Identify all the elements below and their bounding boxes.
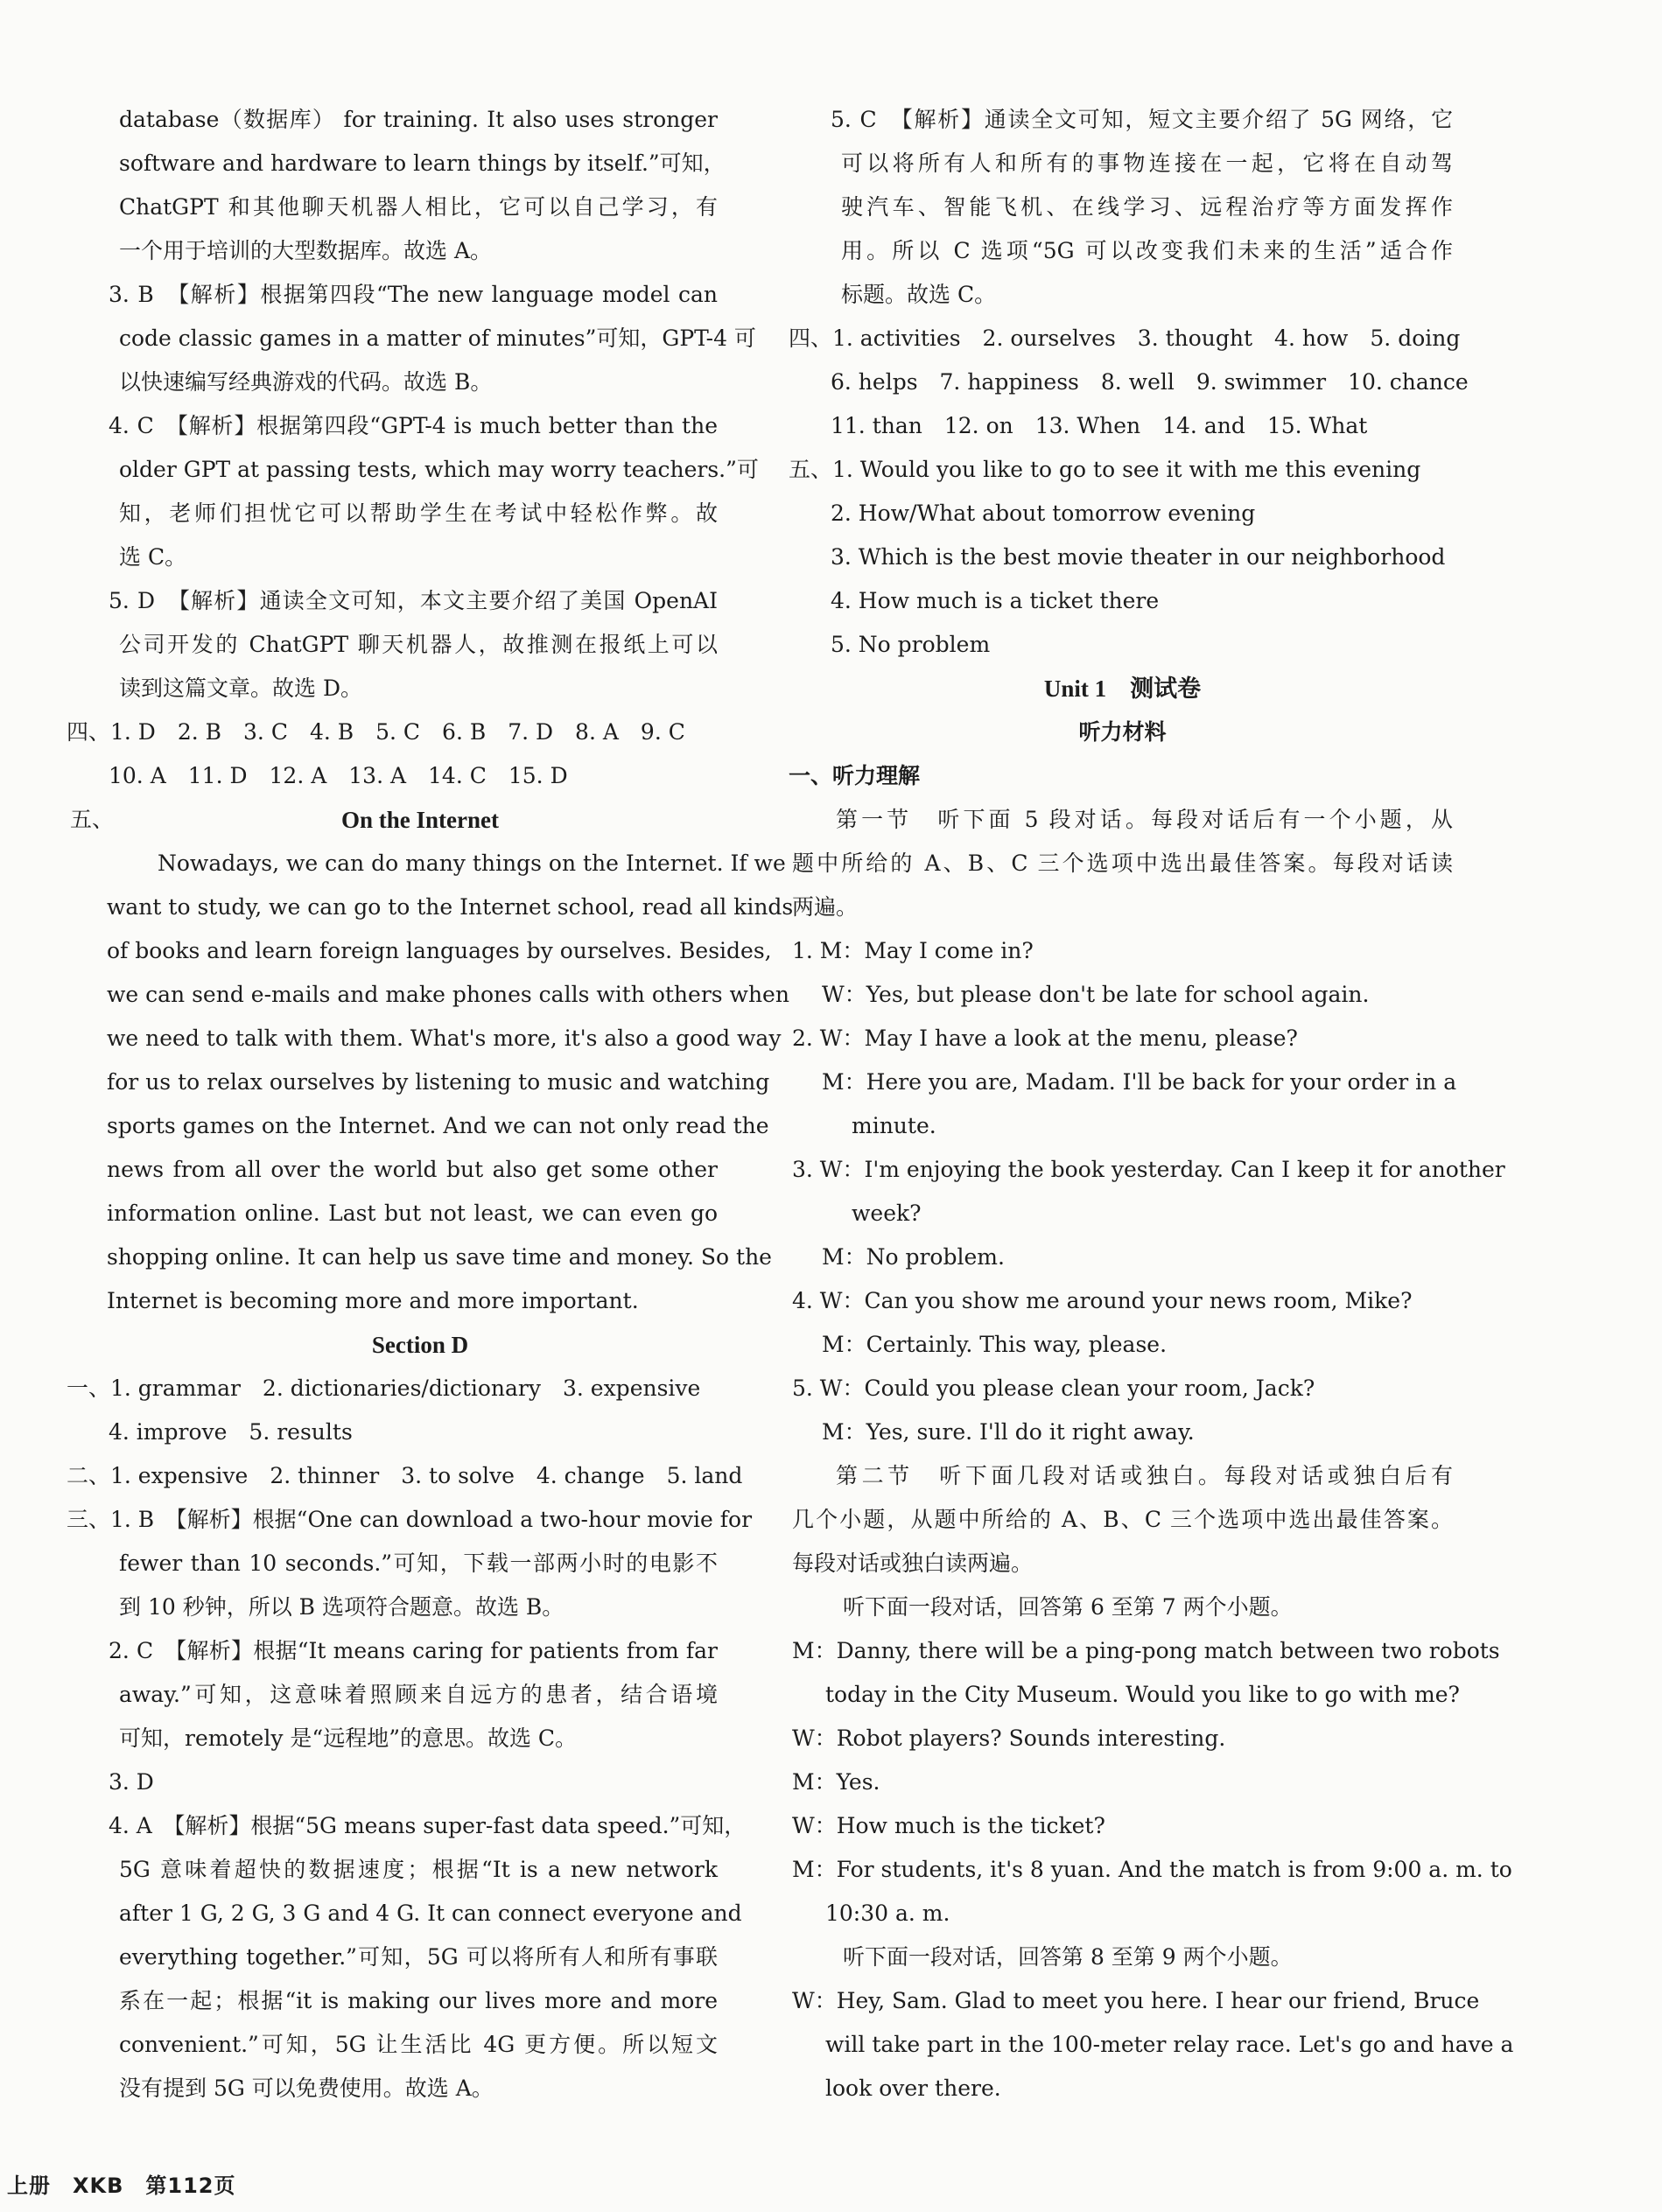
conversation-1-line: W：Yes, but please don't be late for school again.: [822, 982, 1370, 1007]
text-line: 可以将所有人和所有的事物连接在一起，它将在自动驾: [841, 150, 1453, 176]
section-4-answers-cont: 6. helps 7. happiness 8. well 9. swimmer 10. chance: [831, 369, 1469, 395]
right-column: [789, 98, 1514, 2110]
section-4-answers-cont: 10. A 11. D 12. A 13. A 14. C 15. D: [109, 763, 568, 788]
dialogue-note: 听下面一段对话，回答第 8 至第 9 两个小题。: [843, 1944, 1293, 1970]
conversation-5-line: 5. W：Could you please clean your room, Jack?: [792, 1376, 1315, 1401]
essay-line: of books and learn foreign languages by ourselves. Besides,: [107, 938, 772, 963]
conversation-2-line: M：Here you are, Madam. I'll be back for your order in a: [822, 1069, 1457, 1095]
d-section-3-answer-3: 3. D: [109, 1769, 154, 1795]
dialogue-line: M：Yes.: [792, 1769, 880, 1795]
dialogue-line: 10:30 a. m.: [825, 1900, 950, 1926]
dialogue-line: W：Hey, Sam. Glad to meet you here. I hear our friend, Bruce: [792, 1988, 1480, 2013]
essay-line: for us to relax ourselves by listening to music and watching: [107, 1069, 770, 1095]
section-1-instructions: 第一节 听下面 5 段对话。每段对话后有一个小题，从: [836, 807, 1453, 832]
section-5-answer-4: 4. How much is a ticket there: [831, 588, 1160, 613]
section-1-instructions-cont: 两遍。: [792, 894, 859, 920]
section-5-answer-5: 5. No problem: [831, 632, 991, 657]
text-line: 没有提到 5G 可以免费使用。故选 A。: [119, 2076, 494, 2101]
dialogue-line: today in the City Museum. Would you like to go with me?: [825, 1682, 1460, 1707]
listening-material-title: 听力材料: [1078, 719, 1167, 745]
text-line: convenient.”可知，5G 让生活比 4G 更方便。所以短文: [119, 2032, 718, 2057]
essay-title: On the Internet: [341, 807, 499, 833]
answer-3-explanation: 3. B 【解析】根据第四段“The new language model can: [109, 282, 718, 307]
essay-line: information online. Last but not least, we can even go: [107, 1200, 718, 1226]
text-line: code classic games in a matter of minutes”可知，GPT-4 可: [119, 326, 756, 351]
text-line: 一个用于培训的大型数据库。故选 A。: [119, 238, 493, 263]
dialogue-line: look over there.: [825, 2076, 1001, 2101]
text-line: everything together.”可知，5G 可以将所有人和所有事联: [119, 1944, 718, 1970]
page-footer: 上册 XKB 第112页: [7, 2174, 236, 2198]
dialogue-line: W：How much is the ticket?: [792, 1813, 1105, 1838]
text-line: 读到这篇文章。故选 D。: [119, 676, 362, 701]
dialogue-line: W：Robot players? Sounds interesting.: [792, 1726, 1226, 1751]
text-line: 公司开发的 ChatGPT 聊天机器人，故推测在报纸上可以: [119, 632, 718, 657]
text-line: 以快速编写经典游戏的代码。故选 B。: [119, 369, 493, 395]
left-column: [67, 98, 794, 2110]
d-section-3-answer-2: 2. C 【解析】根据“It means caring for patients from far: [109, 1638, 718, 1663]
text-line: 知，老师们担忧它可以帮助学生在考试中轻松作弊。故: [119, 500, 718, 526]
d-section-1-answers: 一、1. grammar 2. dictionaries/dictionary 3. expensive: [67, 1376, 701, 1401]
conversation-3-line: 3. W：I'm enjoying the book yesterday. Can I keep it for another: [792, 1157, 1505, 1182]
section-4-answers: 四、1. D 2. B 3. C 4. B 5. C 6. B 7. D 8. A 9. C: [67, 719, 685, 745]
answer-4-explanation: 4. C 【解析】根据第四段“GPT-4 is much better than the: [109, 413, 718, 438]
text-line: older GPT at passing tests, which may worry teachers.”可: [119, 457, 759, 482]
text-line: software and hardware to learn things by itself.”可知，: [119, 150, 726, 176]
dialogue-line: M：For students, it's 8 yuan. And the match is from 9:00 a. m. to: [792, 1857, 1512, 1882]
text-line: after 1 G, 2 G, 3 G and 4 G. It can connect everyone and: [119, 1900, 742, 1926]
conversation-2-line: minute.: [852, 1113, 936, 1138]
answer-5-explanation: 5. C 【解析】通读全文可知，短文主要介绍了 5G 网络，它: [831, 107, 1453, 132]
essay-line: news from all over the world but also get some other: [107, 1157, 718, 1182]
text-line: database（数据库） for training. It also uses stronger: [119, 107, 718, 132]
answer-5-explanation: 5. D 【解析】通读全文可知，本文主要介绍了美国 OpenAI: [109, 588, 718, 613]
section-2-instructions-cont: 几个小题，从题中所给的 A、B、C 三个选项中选出最佳答案。: [792, 1507, 1453, 1532]
text-line: ChatGPT 和其他聊天机器人相比，它可以自己学习，有: [119, 194, 718, 220]
conversation-1-line: 1. M：May I come in?: [792, 938, 1034, 963]
text-line: 可知，remotely 是“远程地”的意思。故选 C。: [119, 1726, 578, 1751]
unit-test-title: Unit 1 测试卷: [1043, 676, 1202, 702]
section-5-answer-1: 五、1. Would you like to go to see it with me this evening: [789, 457, 1421, 482]
d-section-1-answers-cont: 4. improve 5. results: [109, 1419, 353, 1445]
text-line: 标题。故选 C。: [841, 282, 997, 307]
text-line: 系在一起；根据“it is making our lives more and more: [119, 1988, 718, 2013]
conversation-2-line: 2. W：May I have a look at the menu, please?: [792, 1026, 1298, 1051]
d-section-3-answer-4: 4. A 【解析】根据“5G means super-fast data speed.”可知，: [109, 1813, 747, 1838]
text-line: 用。所以 C 选项“5G 可以改变我们未来的生活”适合作: [841, 238, 1453, 263]
section-1-instructions-cont: 题中所给的 A、B、C 三个选项中选出最佳答案。每段对话读: [792, 850, 1453, 876]
section-2-instructions: 第二节 听下面几段对话或独白。每段对话或独白后有: [836, 1463, 1453, 1488]
text-line: 驶汽车、智能飞机、在线学习、远程治疗等方面发挥作: [841, 194, 1453, 220]
essay-line: shopping online. It can help us save time and money. So the: [107, 1244, 772, 1270]
conversation-4-line: 4. W：Can you show me around your news room, Mike?: [792, 1288, 1413, 1313]
section-5-answer-2: 2. How/What about tomorrow evening: [831, 500, 1256, 526]
part-1-heading: 一、听力理解: [789, 763, 921, 788]
section-5-label: 五、: [70, 807, 115, 832]
essay-line: want to study, we can go to the Internet school, read all kinds: [107, 894, 794, 920]
essay-line: we need to talk with them. What's more, it's also a good way: [107, 1026, 782, 1051]
dialogue-line: will take part in the 100-meter relay race. Let's go and have a: [825, 2032, 1514, 2057]
section-4-answers: 四、1. activities 2. ourselves 3. thought 4. how 5. doing: [789, 326, 1461, 351]
text-line: 选 C。: [119, 544, 187, 570]
section-5-heading: [70, 798, 718, 842]
text-line: 5G 意味着超快的数据速度；根据“It is a new network: [119, 1857, 718, 1882]
text-line: 到 10 秒钟，所以 B 选项符合题意。故选 B。: [119, 1594, 565, 1620]
section-4-answers-cont: 11. than 12. on 13. When 14. and 15. What: [831, 413, 1368, 438]
essay-line: sports games on the Internet. And we can not only read the: [107, 1113, 769, 1138]
essay-line: we can send e-mails and make phones calls with others when: [107, 982, 789, 1007]
essay-line: Nowadays, we can do many things on the Internet. If we: [158, 850, 786, 876]
dialogue-note: 听下面一段对话，回答第 6 至第 7 两个小题。: [843, 1594, 1293, 1620]
text-line: fewer than 10 seconds.”可知，下载一部两小时的电影不: [119, 1550, 718, 1576]
section-2-instructions-cont: 每段对话或独白读两遍。: [792, 1550, 1034, 1576]
essay-line: Internet is becoming more and more important.: [107, 1288, 639, 1313]
d-section-2-answers: 二、1. expensive 2. thinner 3. to solve 4. change 5. land: [67, 1463, 743, 1488]
section-d-title: Section D: [371, 1332, 469, 1358]
section-5-answer-3: 3. Which is the best movie theater in our neighborhood: [831, 544, 1446, 570]
conversation-5-line: M：Yes, sure. I'll do it right away.: [822, 1419, 1195, 1445]
text-line: away.”可知，这意味着照顾来自远方的患者，结合语境: [119, 1682, 718, 1707]
conversation-3-line: M：No problem.: [822, 1244, 1005, 1270]
conversation-4-line: M：Certainly. This way, please.: [822, 1332, 1168, 1357]
conversation-3-line: week?: [852, 1200, 922, 1226]
d-section-3-answer-1: 三、1. B 【解析】根据“One can download a two-hour movie for: [67, 1507, 753, 1532]
dialogue-line: M：Danny, there will be a ping-pong match between two robots: [792, 1638, 1500, 1663]
